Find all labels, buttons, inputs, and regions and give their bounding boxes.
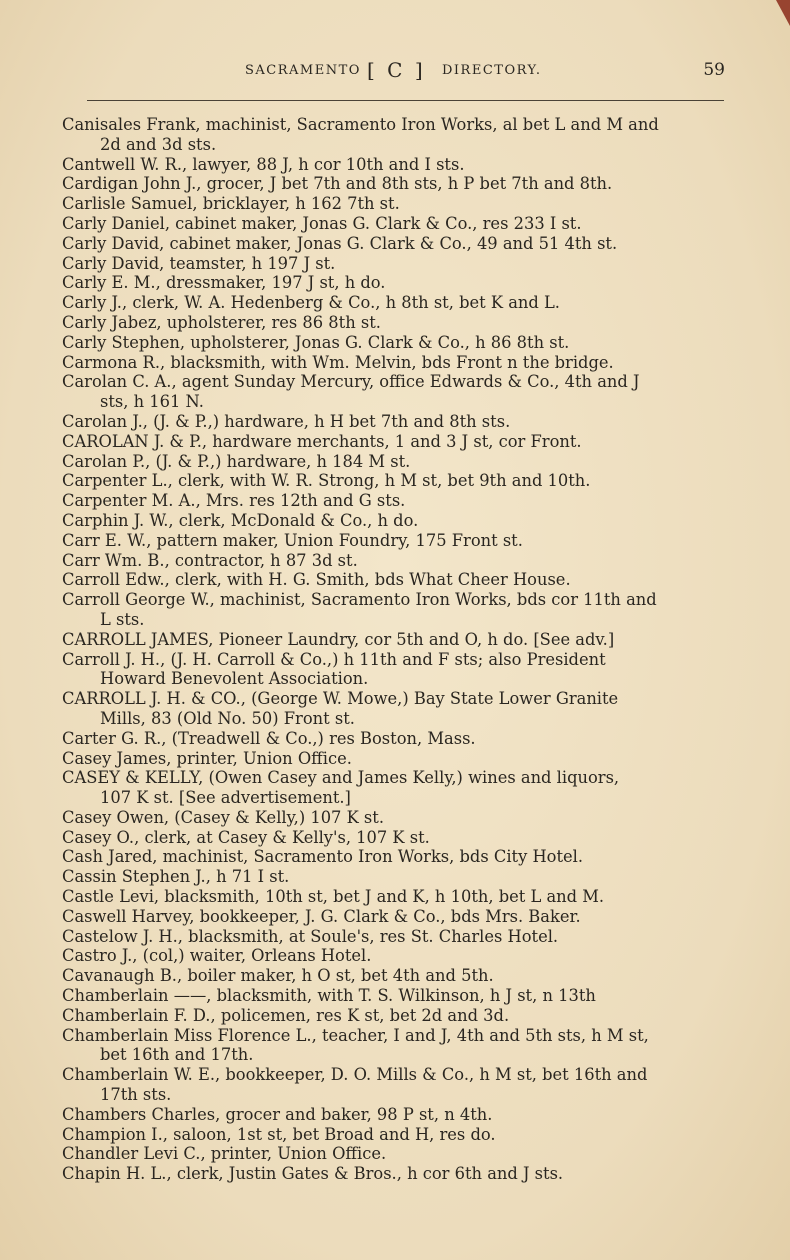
- entry-continuation: sts, h 161 N.: [100, 392, 204, 412]
- running-head-city: SACRAMENTO: [245, 63, 361, 78]
- entry-line: Castle Levi, blacksmith, 10th st, bet J and K, h 10th, bet L and M.: [62, 887, 605, 907]
- entry-line: Cardigan John J., grocer, J bet 7th and 8th sts, h P bet 7th and 8th.: [62, 174, 613, 194]
- entry-continuation: Mills, 83 (Old No. 50) Front st.: [100, 708, 355, 728]
- entry-line: Carolan C. A., agent Sunday Mercury, office Edwards & Co., 4th and J: [62, 372, 640, 392]
- entry-line: Carroll George W., machinist, Sacramento Iron Works, bds cor 11th and: [62, 590, 657, 610]
- directory-entry: [62, 1065, 727, 1105]
- header-rule: [87, 100, 724, 101]
- directory-entry: [62, 590, 727, 630]
- entry-line: Canisales Frank, machinist, Sacramento Iron Works, al bet L and M and: [62, 115, 659, 134]
- entry-line: Casey O., clerk, at Casey & Kelly's, 107 K st.: [62, 827, 430, 847]
- entry-line: Carroll Edw., clerk, with H. G. Smith, bds What Cheer House.: [62, 570, 571, 590]
- directory-entry: [62, 1105, 727, 1125]
- directory-entry: [62, 115, 727, 155]
- entry-line: Carroll J. H., (J. H. Carroll & Co.,) h 11th and F sts; also President: [62, 649, 606, 669]
- entry-continuation: 2d and 3d sts.: [100, 134, 217, 154]
- entry-line: Carly Daniel, cabinet maker, Jonas G. Clark & Co., res 233 I st.: [62, 213, 582, 233]
- directory-entry: [62, 194, 727, 214]
- directory-entry: [62, 749, 727, 769]
- directory-entry: [62, 214, 727, 234]
- directory-entry: [62, 491, 727, 511]
- entry-line: Caswell Harvey, bookkeeper, J. G. Clark & Co., bds Mrs. Baker.: [62, 906, 581, 926]
- directory-entry: [62, 630, 727, 650]
- entry-continuation: Howard Benevolent Association.: [100, 669, 369, 689]
- entry-line: Carr E. W., pattern maker, Union Foundry, 175 Front st.: [62, 530, 523, 550]
- entry-line: CARROLL J. H. & CO., (George W. Mowe,) Bay State Lower Granite: [62, 689, 619, 709]
- directory-entry: [62, 907, 727, 927]
- running-head-letter: [ C ]: [367, 58, 426, 82]
- entry-line: Carly David, teamster, h 197 J st.: [62, 253, 336, 273]
- directory-entry: [62, 867, 727, 887]
- running-head-directory: DIRECTORY.: [442, 63, 542, 78]
- entry-continuation: 107 K st. [See advertisement.]: [100, 788, 351, 808]
- entry-line: Carr Wm. B., contractor, h 87 3d st.: [62, 550, 358, 570]
- directory-entry: [62, 828, 727, 848]
- entry-line: CASEY & KELLY, (Owen Casey and James Kelly,) wines and liquors,: [62, 768, 620, 788]
- directory-entry: [62, 1144, 727, 1164]
- directory-entry: [62, 293, 727, 313]
- entry-line: Carly E. M., dressmaker, 197 J st, h do.: [62, 273, 386, 293]
- directory-entry: [62, 1164, 727, 1184]
- directory-entry: [62, 372, 727, 412]
- directory-entry: [62, 689, 727, 729]
- directory-entry: [62, 313, 727, 333]
- entry-line: Carmona R., blacksmith, with Wm. Melvin, bds Front n the bridge.: [62, 352, 614, 372]
- entry-line: Chamberlain W. E., bookkeeper, D. O. Mills & Co., h M st, bet 16th and: [62, 1065, 648, 1085]
- entry-line: Casey James, printer, Union Office.: [62, 748, 352, 768]
- entry-line: Cavanaugh B., boiler maker, h O st, bet 4th and 5th.: [62, 966, 494, 986]
- directory-entry: [62, 650, 727, 690]
- directory-entry: [62, 353, 727, 373]
- entry-line: Carter G. R., (Treadwell & Co.,) res Boston, Mass.: [62, 728, 476, 748]
- directory-entry: [62, 1026, 727, 1066]
- directory-entry: [62, 768, 727, 808]
- entry-line: Cantwell W. R., lawyer, 88 J, h cor 10th and I sts.: [62, 154, 465, 174]
- entry-continuation: 17th sts.: [100, 1085, 172, 1105]
- directory-entry: [62, 1006, 727, 1026]
- entry-line: Carly Jabez, upholsterer, res 86 8th st.: [62, 312, 381, 332]
- directory-entry: [62, 966, 727, 986]
- entry-line: Carpenter L., clerk, with W. R. Strong, h M st, bet 9th and 10th.: [62, 471, 591, 491]
- directory-entry: [62, 452, 727, 472]
- directory-entry: [62, 946, 727, 966]
- entry-line: Carolan P., (J. & P.,) hardware, h 184 M st.: [62, 451, 411, 471]
- directory-entry: [62, 432, 727, 452]
- entry-line: Chapin H. L., clerk, Justin Gates & Bros., h cor 6th and J sts.: [62, 1164, 564, 1184]
- corner-mark: [776, 0, 790, 26]
- running-head: [245, 58, 725, 82]
- directory-entry: [62, 808, 727, 828]
- entry-continuation: bet 16th and 17th.: [100, 1045, 254, 1065]
- entry-line: Chandler Levi C., printer, Union Office.: [62, 1144, 387, 1164]
- directory-entries: [62, 115, 727, 1184]
- directory-entry: [62, 254, 727, 274]
- directory-entry: [62, 847, 727, 867]
- page-number: 59: [703, 60, 725, 80]
- entry-line: CAROLAN J. & P., hardware merchants, 1 and 3 J st, cor Front.: [62, 431, 582, 451]
- entry-line: Chamberlain ——, blacksmith, with T. S. Wilkinson, h J st, n 13th: [62, 986, 596, 1006]
- entry-line: Carolan J., (J. & P.,) hardware, h H bet 7th and 8th sts.: [62, 411, 511, 431]
- entry-line: Chamberlain F. D., policemen, res K st, bet 2d and 3d.: [62, 1005, 510, 1025]
- entry-line: CARROLL JAMES, Pioneer Laundry, cor 5th and O, h do. [See adv.]: [62, 629, 615, 649]
- directory-entry: [62, 471, 727, 491]
- entry-line: Carlisle Samuel, bricklayer, h 162 7th st.: [62, 194, 400, 214]
- directory-entry: [62, 174, 727, 194]
- entry-line: Castelow J. H., blacksmith, at Soule's, res St. Charles Hotel.: [62, 926, 559, 946]
- directory-entry: [62, 234, 727, 254]
- directory-entry: [62, 1125, 727, 1145]
- entry-line: Cash Jared, machinist, Sacramento Iron Works, bds City Hotel.: [62, 847, 584, 867]
- directory-entry: [62, 986, 727, 1006]
- entry-continuation: L sts.: [100, 609, 145, 629]
- directory-entry: [62, 155, 727, 175]
- directory-entry: [62, 511, 727, 531]
- entry-line: Cassin Stephen J., h 71 I st.: [62, 867, 290, 887]
- directory-entry: [62, 927, 727, 947]
- entry-line: Chamberlain Miss Florence L., teacher, I and J, 4th and 5th sts, h M st,: [62, 1025, 649, 1045]
- directory-entry: [62, 333, 727, 353]
- directory-entry: [62, 412, 727, 432]
- entry-line: Castro J., (col,) waiter, Orleans Hotel.: [62, 946, 372, 966]
- entry-line: Champion I., saloon, 1st st, bet Broad and H, res do.: [62, 1124, 496, 1144]
- entry-line: Carly J., clerk, W. A. Hedenberg & Co., h 8th st, bet K and L.: [62, 293, 560, 313]
- entry-line: Carpenter M. A., Mrs. res 12th and G sts.: [62, 491, 406, 511]
- directory-entry: [62, 729, 727, 749]
- entry-line: Chambers Charles, grocer and baker, 98 P st, n 4th.: [62, 1104, 493, 1124]
- entry-line: Carly Stephen, upholsterer, Jonas G. Clark & Co., h 86 8th st.: [62, 332, 570, 352]
- directory-entry: [62, 570, 727, 590]
- entry-line: Casey Owen, (Casey & Kelly,) 107 K st.: [62, 807, 385, 827]
- directory-entry: [62, 887, 727, 907]
- directory-entry: [62, 551, 727, 571]
- entry-line: Carly David, cabinet maker, Jonas G. Clark & Co., 49 and 51 4th st.: [62, 233, 618, 253]
- directory-entry: [62, 531, 727, 551]
- directory-entry: [62, 273, 727, 293]
- entry-line: Carphin J. W., clerk, McDonald & Co., h do.: [62, 510, 419, 530]
